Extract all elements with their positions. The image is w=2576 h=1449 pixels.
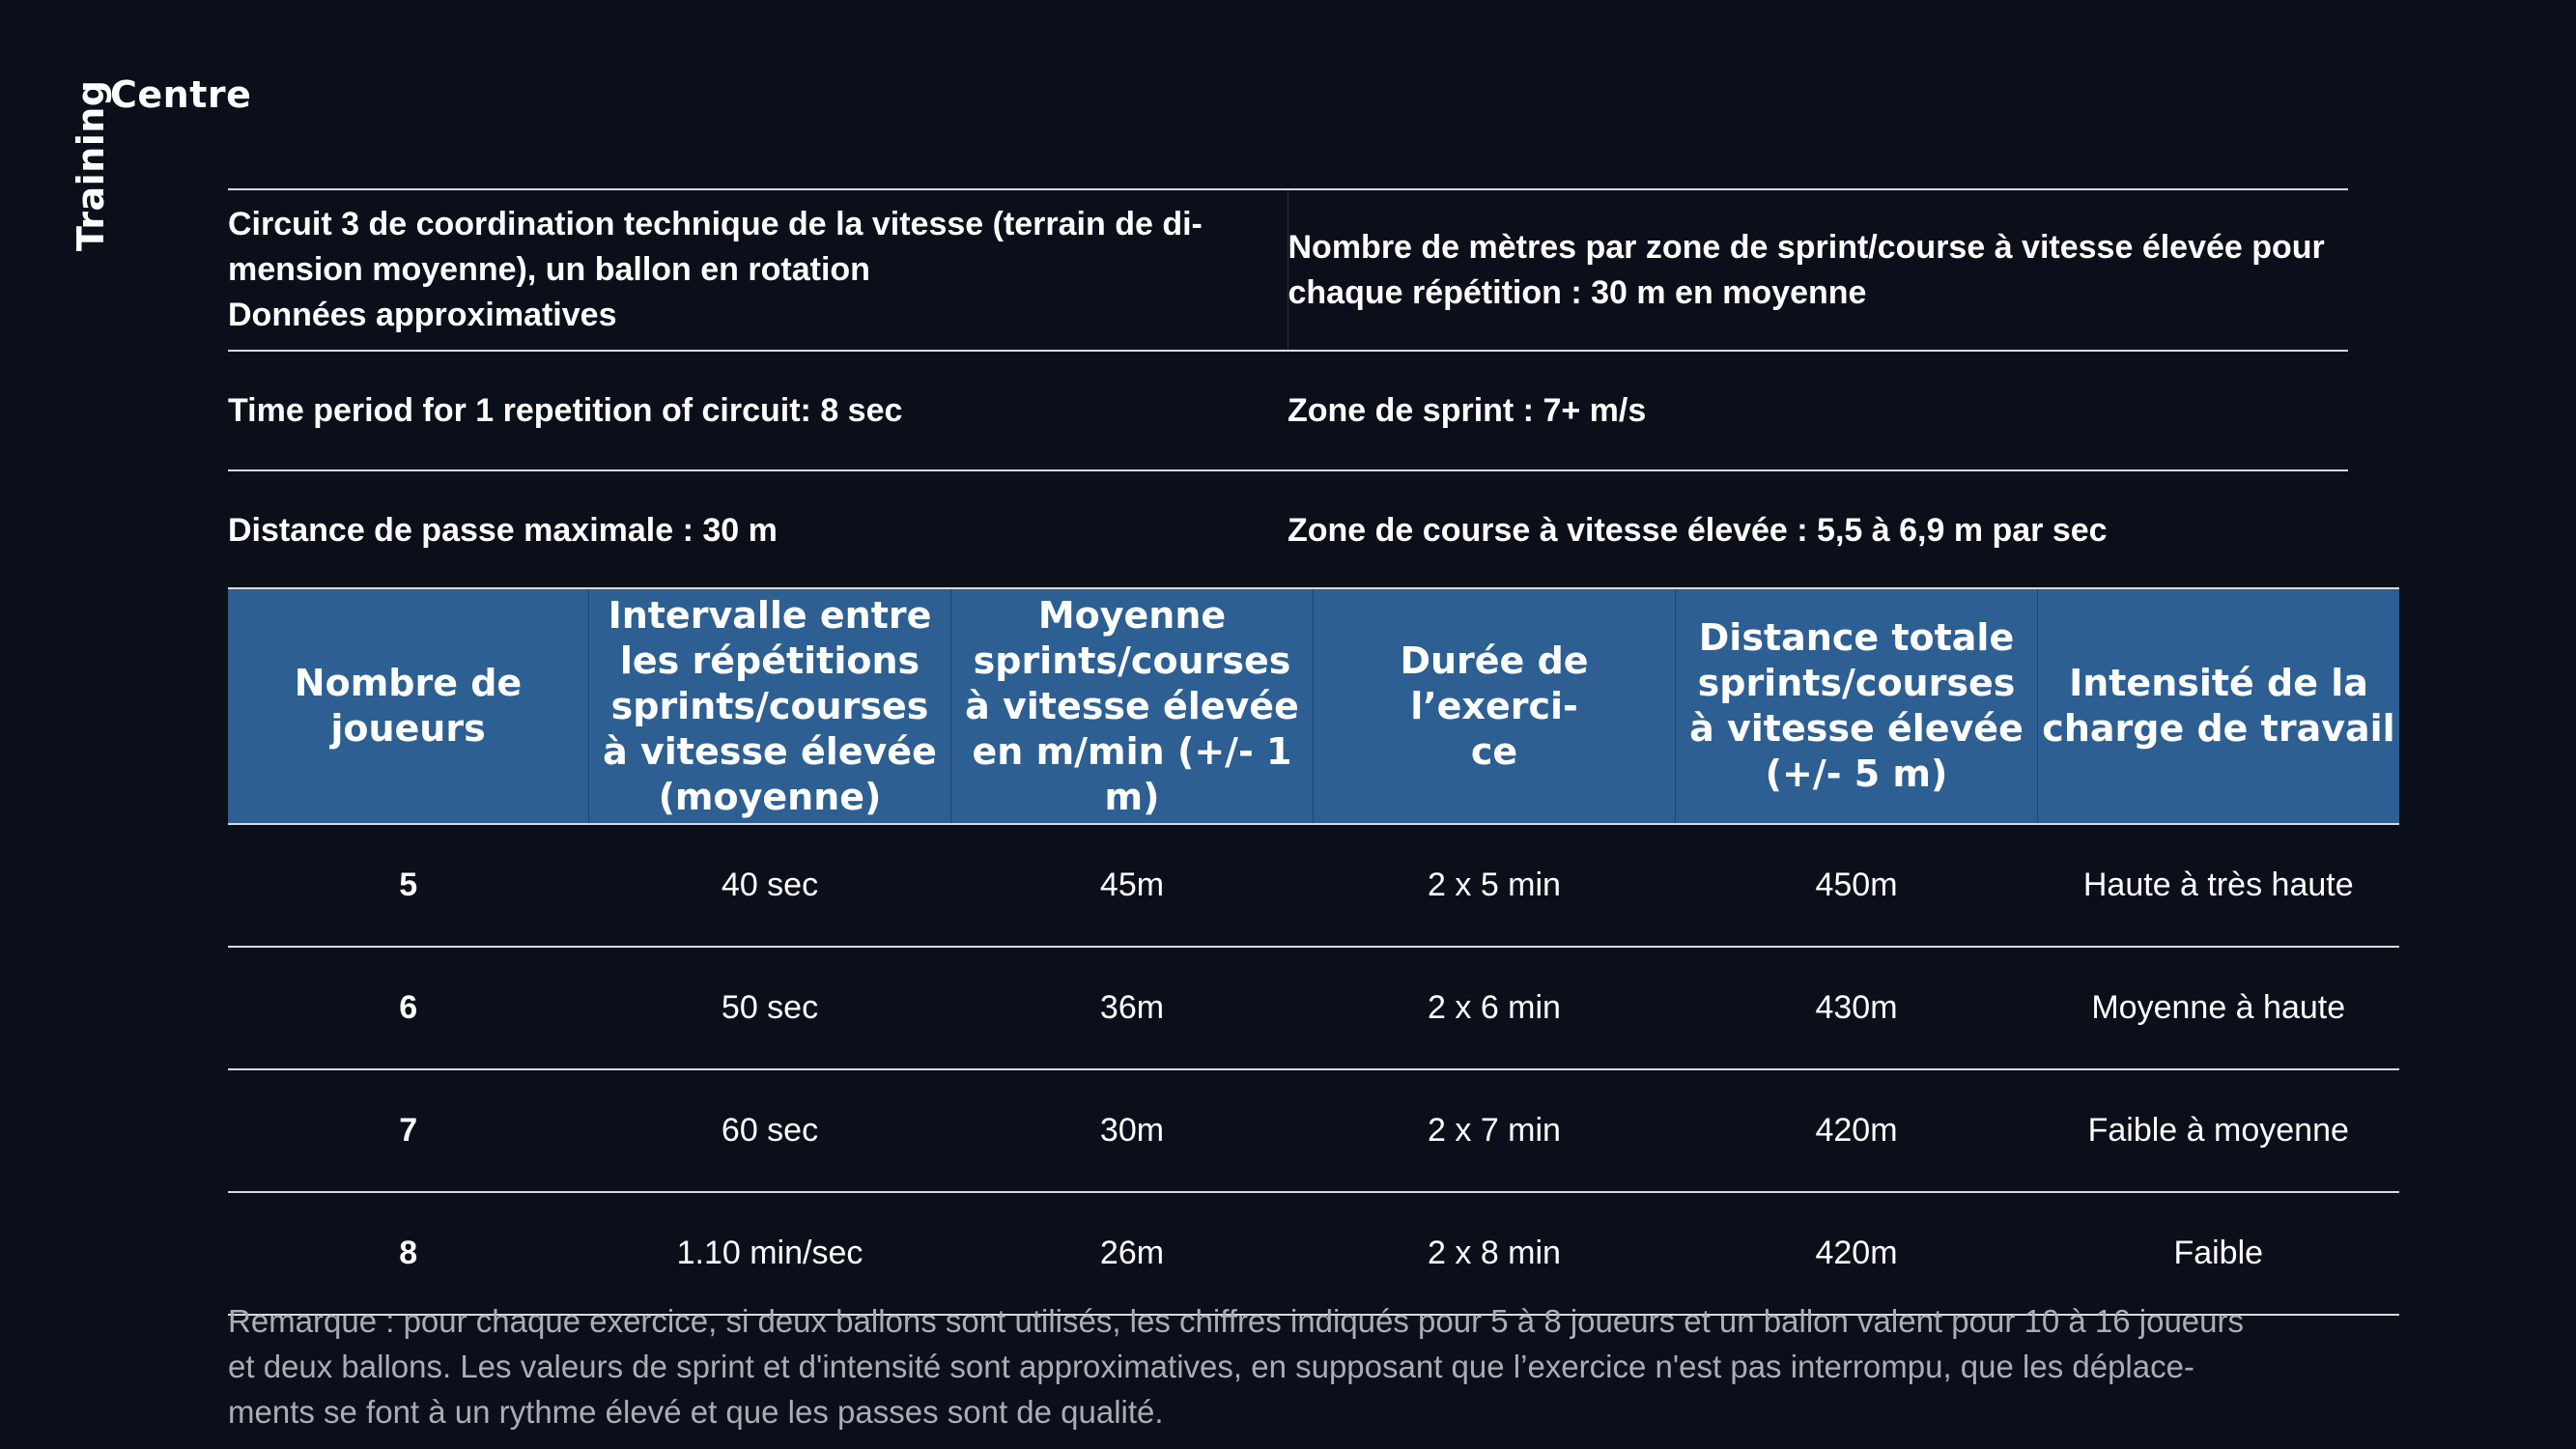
cell-total-distance: 430m xyxy=(1676,947,2038,1069)
header-avg-sprint-line: m) xyxy=(1104,775,1160,818)
metres-per-zone-line-2: chaque répétition : 30 m en moyenne xyxy=(1288,273,1867,311)
header-intensity-line: charge de travail xyxy=(2042,707,2395,750)
header-duration-line: Durée de l’exerci- xyxy=(1400,639,1589,727)
cell-avg-sprint: 30m xyxy=(951,1069,1314,1192)
cell-interval: 60 sec xyxy=(589,1069,951,1192)
cell-players: 6 xyxy=(228,947,589,1069)
header-players-line: Nombre de xyxy=(294,662,523,704)
info-row-3 xyxy=(228,469,2348,589)
logo-word-training: Training xyxy=(70,79,112,251)
header-players-line: joueurs xyxy=(330,707,486,750)
metres-per-zone xyxy=(1288,190,2349,350)
cell-total-distance: 420m xyxy=(1676,1192,2038,1315)
cell-duration: 2 x 6 min xyxy=(1314,947,1676,1069)
repetition-time: Time period for 1 repetition of circuit: 8 sec xyxy=(228,391,903,429)
cell-duration: 2 x 8 min xyxy=(1314,1192,1676,1315)
players-table xyxy=(228,587,2399,1316)
header-players xyxy=(228,588,589,824)
header-total-distance-line: Distance totale xyxy=(1698,616,2015,659)
remark-line-2: et deux ballons. Les valeurs de sprint et d'intensité sont approximatives, en supposant que l’exercice n'est pas interrompu, que les déplace- xyxy=(228,1349,2194,1384)
cell-duration: 2 x 5 min xyxy=(1314,824,1676,947)
table-row xyxy=(228,1069,2399,1192)
header-duration-line: ce xyxy=(1470,729,1518,773)
header-interval-line: (moyenne) xyxy=(658,775,882,818)
cell-interval: 40 sec xyxy=(589,824,951,947)
header-interval-line: Intervalle entre xyxy=(608,593,932,637)
table-body xyxy=(228,824,2399,1315)
high-speed-zone: Zone de course à vitesse élevée : 5,5 à 6,9 m par sec xyxy=(1288,511,2108,549)
cell-intensity: Faible à moyenne xyxy=(2038,1069,2400,1192)
header-intensity-line: Intensité de la xyxy=(2069,662,2368,704)
header-interval-line: sprints/courses xyxy=(610,684,929,727)
header-avg-sprint-line: à vitesse élevée xyxy=(965,684,1299,727)
cell-players: 5 xyxy=(228,824,589,947)
cell-intensity: Moyenne à haute xyxy=(2038,947,2400,1069)
header-avg-sprint-line: sprints/courses xyxy=(973,639,1291,682)
cell-intensity: Haute à très haute xyxy=(2038,824,2400,947)
cell-intensity: Faible xyxy=(2038,1192,2400,1315)
header-total-distance-line: (+/- 5 m) xyxy=(1765,753,1948,795)
circuit-title xyxy=(228,202,1288,338)
cell-avg-sprint: 26m xyxy=(951,1192,1314,1315)
max-pass-distance: Distance de passe maximale : 30 m xyxy=(228,511,778,549)
cell-total-distance: 450m xyxy=(1676,824,2038,947)
header-total-distance-line: à vitesse élevée xyxy=(1689,707,2024,750)
logo-word-centre: Centre xyxy=(110,73,252,116)
header-total-distance-line: sprints/courses xyxy=(1697,662,2016,704)
table-row xyxy=(228,1192,2399,1315)
metres-per-zone-line-1: Nombre de mètres par zone de sprint/course à vitesse élevée pour xyxy=(1288,228,2325,266)
cell-players: 7 xyxy=(228,1069,589,1192)
cell-avg-sprint: 45m xyxy=(951,824,1314,947)
remark-note xyxy=(228,1298,2353,1435)
header-interval-line: les répétitions xyxy=(619,639,920,682)
remark-line-3: ments se font à un rythme élevé et que les passes sont de qualité. xyxy=(228,1394,1164,1430)
remark-line-1: Remarque : pour chaque exercice, si deux ballons sont utilisés, les chiffres indiqués pour 5 à 8 joueurs et un ballon valent pour 10 à 16 joueurs xyxy=(228,1303,2244,1339)
cell-avg-sprint: 36m xyxy=(951,947,1314,1069)
header-duration xyxy=(1314,588,1676,824)
table-header-row xyxy=(228,588,2399,824)
header-interval-line: à vitesse élevée xyxy=(603,729,937,773)
circuit-title-line-1: Circuit 3 de coordination technique de la vitesse (terrain de di- xyxy=(228,206,1203,242)
header-avg-sprint-line: Moyenne xyxy=(1037,593,1227,637)
cell-interval: 1.10 min/sec xyxy=(589,1192,951,1315)
header-intensity xyxy=(2038,588,2400,824)
table-row xyxy=(228,824,2399,947)
header-avg-sprint-line: en m/min (+/- 1 xyxy=(972,729,1292,773)
cell-total-distance: 420m xyxy=(1676,1069,2038,1192)
header-total-distance xyxy=(1676,588,2038,824)
header-interval xyxy=(589,588,951,824)
circuit-title-line-2: mension moyenne), un ballon en rotation xyxy=(228,251,870,288)
info-row-1 xyxy=(228,188,2348,350)
cell-players: 8 xyxy=(228,1192,589,1315)
cell-interval: 50 sec xyxy=(589,947,951,1069)
info-row-2 xyxy=(228,350,2348,469)
cell-duration: 2 x 7 min xyxy=(1314,1069,1676,1192)
table-row xyxy=(228,947,2399,1069)
sprint-zone: Zone de sprint : 7+ m/s xyxy=(1288,391,1647,429)
circuit-info xyxy=(228,188,2348,589)
circuit-title-line-3: Données approximatives xyxy=(228,297,617,333)
header-avg-sprint xyxy=(951,588,1314,824)
